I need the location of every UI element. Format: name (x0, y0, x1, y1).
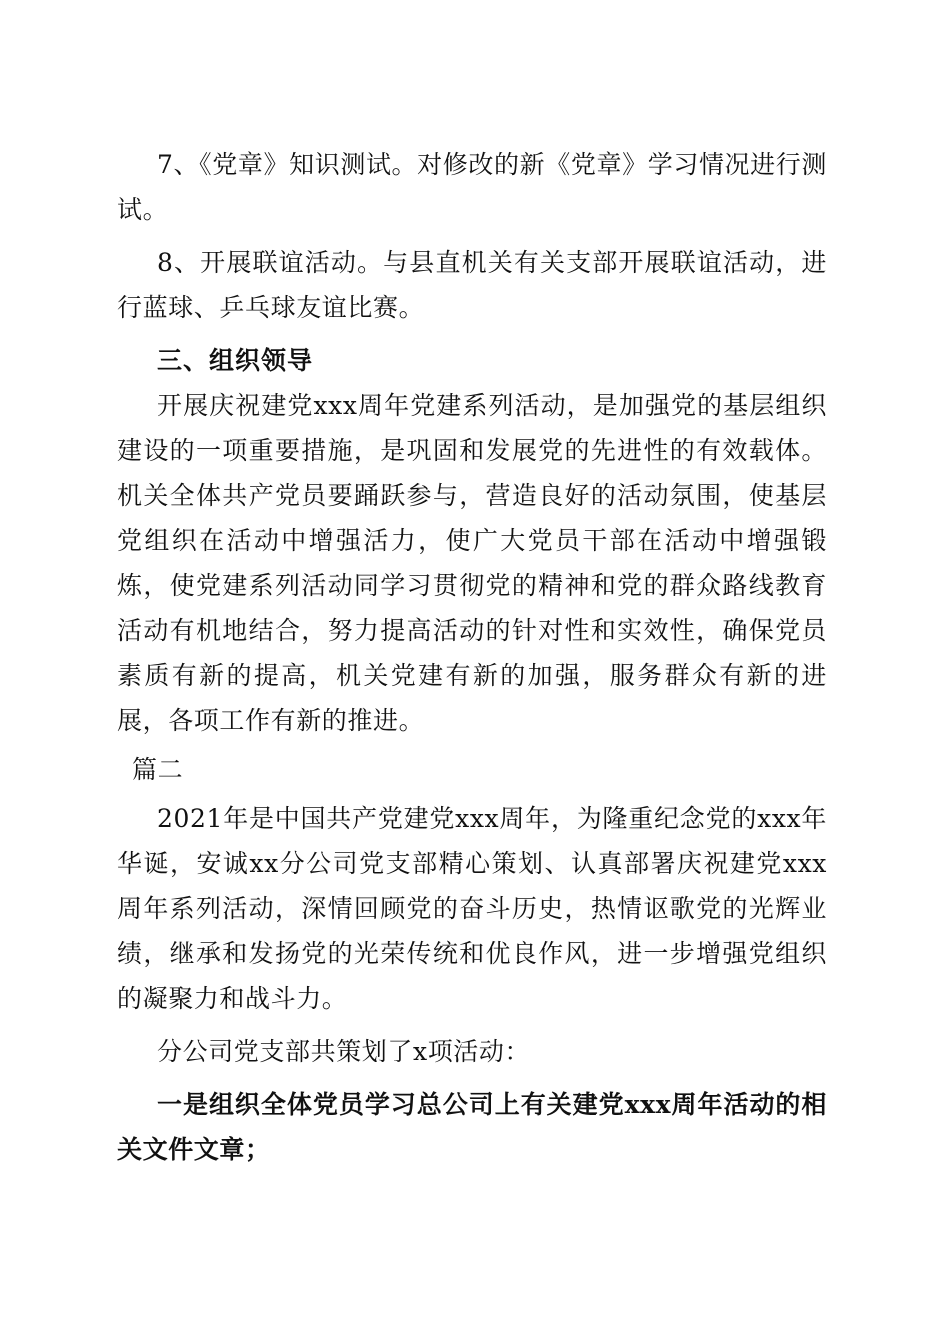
paragraph-item-8: 8、开展联谊活动。与县直机关有关支部开展联谊活动，进行蓝球、乒乓球友谊比赛。 (117, 248, 827, 322)
paragraph-leadership: 开展庆祝建党xxx周年党建系列活动，是加强党的基层组织建设的一项重要措施，是巩固和发展党的先进性的有效载体。机关全体共产党员要踊跃参与，营造良好的活动氛围，使基层党组织在活动中增强活力，使广大党员干部在活动中增强锻炼，使党建系列活动同学习贯彻党的精神和党的群众路线教育活动有机地结合，努力提高活动的针对性和实效性，确保党员素质有新的提高，机关党建有新的加强，服务群众有新的进展，各项工作有新的推进。 (117, 391, 827, 735)
paragraph-plan: 分公司党支部共策划了x项活动： (157, 1037, 531, 1066)
section-heading-organization: 三、组织领导 (157, 346, 314, 375)
paragraph-intro: 2021年是中国共产党建党xxx周年，为隆重纪念党的xxx年华诞，安诚xx分公司党支部精心策划、认真部署庆祝建党xxx周年系列活动，深情回顾党的奋斗历史，热情讴歌党的光辉业绩，继承和发扬党的光荣传统和优良作风，进一步增强党组织的凝聚力和战斗力。 (117, 804, 827, 1013)
paragraph-activity-1: 一是组织全体党员学习总公司上有关建党xxx周年活动的相关文件文章； (117, 1090, 827, 1164)
paragraph-item-7: 7、《党章》知识测试。对修改的新《党章》学习情况进行测试。 (117, 150, 827, 224)
document-body (117, 142, 827, 1172)
section-label-part-two: 篇二 (132, 755, 184, 784)
